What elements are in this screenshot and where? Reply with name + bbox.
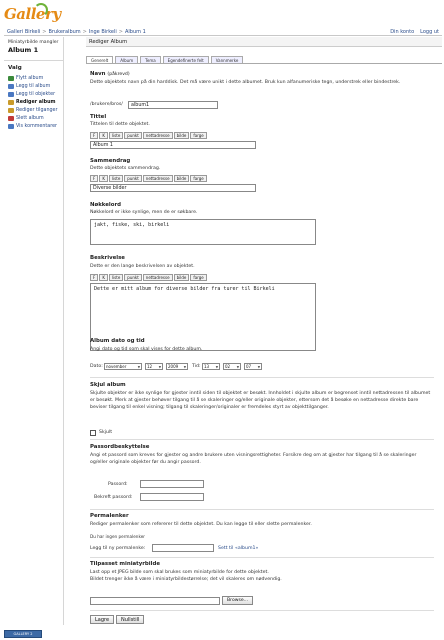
chevron-down-icon: ▼ bbox=[236, 364, 239, 369]
edit-album-icon bbox=[8, 100, 14, 105]
sidebar-item-label: Legg til objekter bbox=[16, 91, 56, 97]
divider bbox=[90, 509, 434, 510]
tab-custom-fields[interactable]: Egendefinerte felt bbox=[163, 56, 209, 63]
chevron-down-icon: ▼ bbox=[215, 364, 218, 369]
italic-button[interactable]: K bbox=[99, 175, 108, 182]
password-heading: Passordbeskyttelse bbox=[90, 444, 150, 450]
sidebar-item-delete-album[interactable] bbox=[8, 114, 59, 122]
confirm-password-input[interactable] bbox=[140, 493, 204, 501]
bold-button[interactable]: F bbox=[90, 274, 98, 281]
permalink-input[interactable] bbox=[152, 544, 214, 552]
time-label: Tid: bbox=[192, 364, 201, 369]
hide-heading: Skjul album bbox=[90, 382, 126, 388]
chevron-down-icon: ▼ bbox=[183, 364, 186, 369]
save-button[interactable]: Lagre bbox=[90, 615, 114, 624]
sidebar bbox=[4, 37, 64, 625]
breadcrumb-item-user[interactable]: Inge Birkeli bbox=[88, 29, 117, 35]
thumbnail-desc-1: Last opp et JPEG bilde som skal brukes som miniatyrbilde for dette objektet. bbox=[90, 570, 269, 575]
date-label: Dato: bbox=[90, 364, 103, 369]
bullet-button[interactable]: punkt bbox=[124, 175, 142, 182]
divider bbox=[90, 377, 434, 378]
image-button[interactable]: bilde bbox=[174, 175, 190, 182]
keywords-textarea[interactable]: jakt, fiske, ski, birkeli bbox=[90, 219, 316, 245]
logout-link[interactable]: Logg ut bbox=[420, 29, 439, 35]
password-desc: Angi et passord som kreves for gjester og andre brukere uten visningsrettigheter. Forsikre deg om at gjester har tilgang til å se skaleringer og/eller originale objekter før du angir passord. bbox=[90, 453, 417, 465]
summary-toolbar bbox=[90, 175, 208, 182]
year-select[interactable]: 2009 ▼ bbox=[168, 364, 186, 369]
keywords-heading: Nøkkelord bbox=[90, 202, 121, 208]
sidebar-item-view-comments[interactable] bbox=[8, 122, 59, 130]
add-permalink-label: Legg til ny permalenke: bbox=[90, 546, 146, 551]
description-desc: Dette er den lange beskrivelsen av objektet. bbox=[90, 264, 195, 269]
password-input[interactable] bbox=[140, 480, 204, 488]
summary-desc: Dette objektets sammendrag. bbox=[90, 166, 161, 171]
divider bbox=[90, 610, 434, 611]
password-section bbox=[90, 444, 434, 512]
url-button[interactable]: nettadresse bbox=[143, 274, 173, 281]
tab-divider bbox=[86, 63, 442, 64]
breadcrumb-item-user-albums[interactable]: Brukeralbum bbox=[48, 29, 81, 35]
bullet-button[interactable]: punkt bbox=[124, 132, 142, 139]
keywords-section bbox=[90, 202, 434, 254]
month-select[interactable]: november ▼ bbox=[106, 364, 140, 369]
chevron-down-icon: ▼ bbox=[137, 364, 140, 369]
path-prefix: /brukere/bros/ bbox=[90, 102, 123, 107]
minute-select[interactable]: 02 ▼ bbox=[225, 364, 239, 369]
sidebar-album-info bbox=[4, 37, 63, 61]
hour-select[interactable]: 13 ▼ bbox=[204, 364, 218, 369]
name-title: Navn (påkrevd) bbox=[90, 71, 130, 77]
thumbnail-section bbox=[90, 561, 434, 609]
sidebar-album-title: Album 1 bbox=[8, 46, 39, 54]
image-button[interactable]: bilde bbox=[174, 132, 190, 139]
logo-swirl-icon bbox=[34, 3, 48, 17]
tab-album[interactable]: Album bbox=[115, 56, 138, 63]
color-button[interactable]: farge bbox=[190, 175, 206, 182]
my-account-link[interactable]: Din konto bbox=[390, 29, 415, 35]
sidebar-item-edit-album[interactable] bbox=[8, 98, 59, 106]
name-input[interactable]: album1 bbox=[128, 101, 218, 109]
bullet-button[interactable]: punkt bbox=[124, 274, 142, 281]
tab-general[interactable]: Generelt bbox=[86, 56, 113, 64]
second-select[interactable]: 07 ▼ bbox=[246, 364, 260, 369]
breadcrumb: Galleri Birkeli > Brukeralbum > Inge Birkeli > Album 1 bbox=[7, 29, 146, 35]
description-heading: Beskrivelse bbox=[90, 255, 125, 261]
sidebar-item-add-album[interactable] bbox=[8, 82, 59, 90]
breadcrumb-item-root[interactable]: Galleri Birkeli bbox=[7, 29, 41, 35]
list-button[interactable]: liste bbox=[109, 175, 123, 182]
title-input[interactable]: Album 1 bbox=[90, 141, 256, 149]
title-heading: Tittel bbox=[90, 114, 107, 120]
sidebar-menu bbox=[4, 61, 63, 134]
confirm-password-label: Bekreft passord: bbox=[94, 495, 133, 500]
list-button[interactable]: liste bbox=[109, 274, 123, 281]
color-button[interactable]: farge bbox=[190, 132, 206, 139]
sidebar-item-add-items[interactable] bbox=[8, 90, 59, 98]
breadcrumb-bar bbox=[4, 27, 442, 36]
bold-button[interactable]: F bbox=[90, 175, 98, 182]
divider bbox=[90, 557, 434, 558]
bold-button[interactable]: F bbox=[90, 132, 98, 139]
tab-watermark[interactable]: Vannmerke bbox=[211, 56, 244, 63]
date-heading: Album dato og tid bbox=[90, 338, 145, 344]
thumbnail-missing-text: Miniatyrbilde mangler bbox=[8, 40, 59, 45]
chevron-down-icon: ▼ bbox=[257, 364, 260, 369]
browse-button[interactable]: Browse... bbox=[222, 596, 253, 605]
add-items-icon bbox=[8, 92, 14, 97]
url-button[interactable]: nettadresse bbox=[143, 175, 173, 182]
sidebar-item-label: Slett album bbox=[16, 115, 44, 121]
sidebar-item-label: Flytt album bbox=[16, 75, 44, 81]
summary-section bbox=[90, 158, 434, 202]
summary-input[interactable]: Diverse bilder bbox=[90, 184, 256, 192]
tab-theme[interactable]: Tema bbox=[140, 56, 161, 63]
hide-section bbox=[90, 382, 434, 438]
page-title: Rediger Album bbox=[86, 37, 442, 47]
italic-button[interactable]: K bbox=[99, 274, 108, 281]
title-desc: Tittelen til dette objektet. bbox=[90, 122, 150, 127]
day-select[interactable]: 12 ▼ bbox=[147, 364, 161, 369]
required-note: (påkrevd) bbox=[107, 72, 130, 77]
hidden-checkbox-label: Skjult bbox=[99, 430, 113, 435]
breadcrumb-item-album[interactable]: Album 1 bbox=[125, 29, 146, 35]
hide-desc: Skjulte objekter er ikke synlige for gjester inntil siden til objektet er besøkt. Innholdet i skjulte album er begrenset inntil nettadressen til albumet er besøkt. Merk at gjester behøver tilgang til å se skaleringer og/eller originale objekter, ettersom det å besøke en nettadresse direkte bare beviser tilgang til enkel visning; tilgang til skaleringer/originaler er fremdeles styrt av objekttilganger. bbox=[90, 391, 431, 410]
sidebar-item-label: Vis kommentarer bbox=[16, 123, 58, 129]
permalinks-heading: Permalenker bbox=[90, 513, 129, 519]
thumbnail-file-input[interactable] bbox=[90, 597, 220, 605]
keywords-desc: Nøkkelord er ikke synlige, men de er søkbare. bbox=[90, 210, 198, 215]
logo-text: Gallery bbox=[4, 5, 61, 23]
no-permalinks-text: Du har ingen permalenker bbox=[90, 534, 146, 539]
move-icon bbox=[8, 76, 14, 81]
chevron-down-icon: ▼ bbox=[158, 364, 161, 369]
description-textarea[interactable]: Dette er mitt album for diverse bilder fra turer til Birkeli bbox=[90, 283, 316, 351]
gallery-badge[interactable]: GALLERY 2 bbox=[4, 630, 42, 638]
url-button[interactable]: nettadresse bbox=[143, 132, 173, 139]
sidebar-item-label: Legg til album bbox=[16, 83, 51, 89]
sidebar-item-edit-permissions[interactable] bbox=[8, 106, 59, 114]
list-button[interactable]: liste bbox=[109, 132, 123, 139]
color-button[interactable]: farge bbox=[190, 274, 206, 281]
permissions-icon bbox=[8, 108, 14, 113]
image-button[interactable]: bilde bbox=[174, 274, 190, 281]
date-desc: Angi dato og tid som skal vises for dette album. bbox=[90, 347, 203, 352]
sidebar-item-label: Rediger album bbox=[16, 99, 56, 105]
set-permalink-link[interactable]: Sett til «album1» bbox=[218, 546, 259, 551]
sidebar-item-move-album[interactable] bbox=[8, 74, 59, 82]
main-content bbox=[86, 37, 442, 640]
name-section bbox=[90, 71, 434, 113]
permalinks-section bbox=[90, 513, 434, 555]
divider bbox=[90, 439, 434, 440]
italic-button[interactable]: K bbox=[99, 132, 108, 139]
name-desc: Dette objektets navn på din harddisk. Det må være unikt i dette albumet. Bruk kun alfanumeriske tegn, understrek eller bindestrek. bbox=[90, 80, 401, 85]
password-label: Passord: bbox=[108, 482, 128, 487]
thumbnail-desc-2: Bildet trenger ikke å være i miniatyrbildestørrelse; det vil skaleres om nødvendig. bbox=[90, 577, 282, 582]
add-album-icon bbox=[8, 84, 14, 89]
summary-heading: Sammendrag bbox=[90, 158, 131, 164]
comments-icon bbox=[8, 124, 14, 129]
reset-button[interactable]: Nullstill bbox=[116, 615, 144, 624]
description-toolbar bbox=[90, 274, 208, 281]
permalinks-desc: Rediger permalenker som refererer til dette objektet. Du kan legge til eller slette permalenker. bbox=[90, 522, 312, 527]
delete-icon bbox=[8, 116, 14, 121]
hidden-checkbox[interactable] bbox=[90, 430, 96, 436]
thumbnail-heading: Tilpasset miniatyrbilde bbox=[90, 561, 161, 567]
sidebar-item-label: Rediger tilganger bbox=[16, 107, 58, 113]
date-section bbox=[90, 338, 434, 374]
sidebar-menu-title: Valg bbox=[8, 65, 22, 71]
gallery-logo[interactable] bbox=[4, 3, 61, 25]
title-toolbar bbox=[90, 132, 208, 139]
user-links bbox=[390, 29, 439, 35]
title-section bbox=[90, 114, 434, 158]
